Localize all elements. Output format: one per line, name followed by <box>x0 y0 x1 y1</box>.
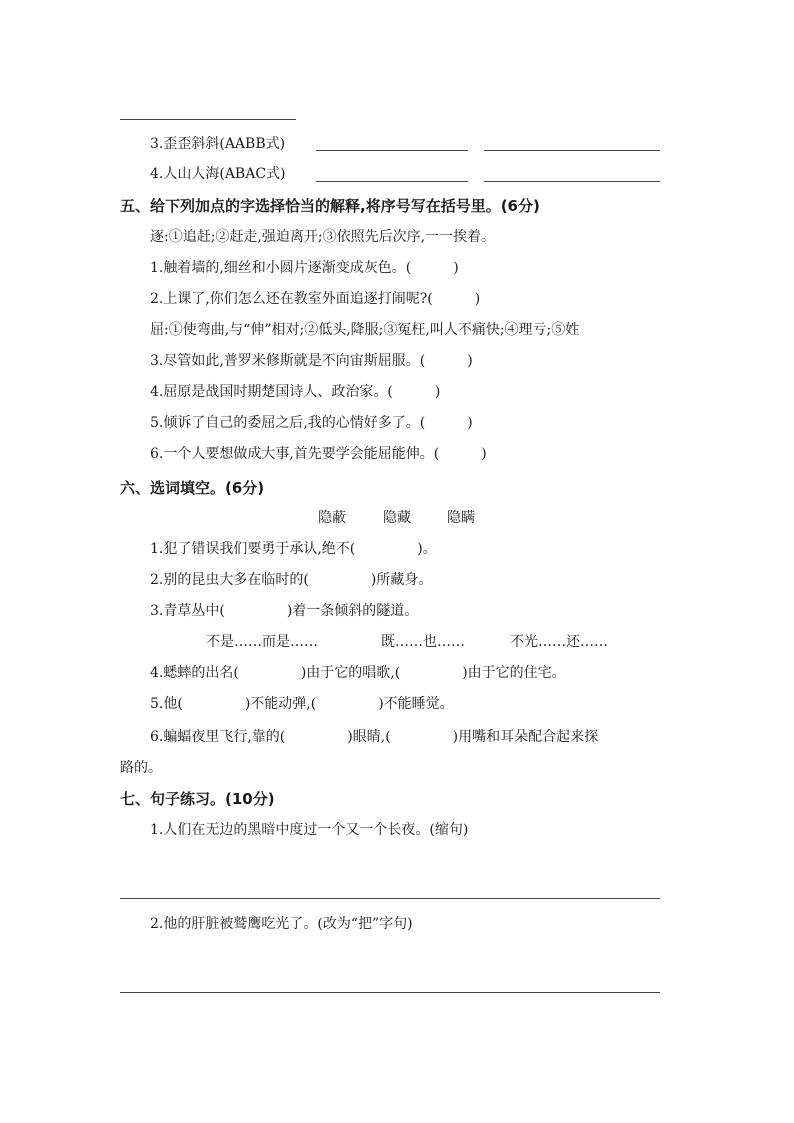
part5-zhu-definitions: 逐:①追赶;②赶走,强迫离开;③依照先后次序,一一挨着。 <box>150 229 496 245</box>
top-answer-line <box>120 119 296 120</box>
part7-question-1: 1.人们在无边的黑暗中度过一个又一个长夜。(缩句) <box>150 822 469 838</box>
word-choice-1: 隐蔽 <box>318 510 346 526</box>
conjunction-pair-2: 既……也…… <box>381 634 465 650</box>
part6-question-6: 6.蝙蝠夜里飞行,靠的( )眼睛,( )用嘴和耳朵配合起来探 <box>150 729 599 745</box>
part5-question-4: 4.屈原是战国时期楚国诗人、政治家。( ) <box>150 384 441 400</box>
part4-item4-blank1[interactable] <box>316 181 468 182</box>
part4-item3: 3.歪歪斜斜(AABB式) <box>150 136 286 152</box>
part5-question-5: 5.倾诉了自己的委屈之后,我的心情好多了。( ) <box>150 415 473 431</box>
part7-answer-line-2[interactable] <box>120 992 660 993</box>
part5-heading: 五、给下列加点的字选择恰当的解释,将序号写在括号里。(6分) <box>120 197 540 215</box>
word-choice-3: 隐瞒 <box>447 510 475 526</box>
part4-item3-blank1[interactable] <box>316 150 468 151</box>
part4-item3-blank2[interactable] <box>484 150 660 151</box>
conjunction-pair-1: 不是……而是…… <box>206 634 318 650</box>
part6-question-3: 3.青草丛中( )着一条倾斜的隧道。 <box>150 603 419 619</box>
part4-item4: 4.人山人海(ABAC式) <box>150 166 286 182</box>
part6-question-2: 2.别的昆虫大多在临时的( )所藏身。 <box>150 572 433 588</box>
word-choice-2: 隐藏 <box>383 510 411 526</box>
part7-answer-line-1[interactable] <box>120 898 660 899</box>
part6-question-1: 1.犯了错误我们要勇于承认,绝不( )。 <box>150 541 437 557</box>
part7-heading: 七、句子练习。(10分) <box>120 790 275 808</box>
part6-question-6-cont: 路的。 <box>120 760 162 776</box>
part5-question-1: 1.触着墙的,细丝和小圆片逐渐变成灰色。( ) <box>150 260 459 276</box>
part5-qu-definitions: 屈:①使弯曲,与“伸”相对;②低头,降服;③冤枉,叫人不痛快;④理亏;⑤姓 <box>150 322 580 338</box>
part6-question-5: 5.他( )不能动弹,( )不能睡觉。 <box>150 696 454 712</box>
part5-question-6: 6.一个人要想做成大事,首先要学会能屈能伸。( ) <box>150 446 487 462</box>
part6-heading: 六、选词填空。(6分) <box>120 479 265 497</box>
part4-item4-blank2[interactable] <box>484 181 660 182</box>
part5-question-2: 2.上课了,你们怎么还在教室外面追逐打闹呢?( ) <box>150 291 481 307</box>
part7-question-2: 2.他的肝脏被鹫鹰吃光了。(改为“把”字句) <box>150 916 413 932</box>
part5-question-3: 3.尽管如此,普罗米修斯就是不向宙斯屈服。( ) <box>150 353 473 369</box>
conjunction-pair-3: 不光……还…… <box>510 634 608 650</box>
part6-question-4: 4.蟋蟀的出名( )由于它的唱歌,( )由于它的住宅。 <box>150 665 566 681</box>
